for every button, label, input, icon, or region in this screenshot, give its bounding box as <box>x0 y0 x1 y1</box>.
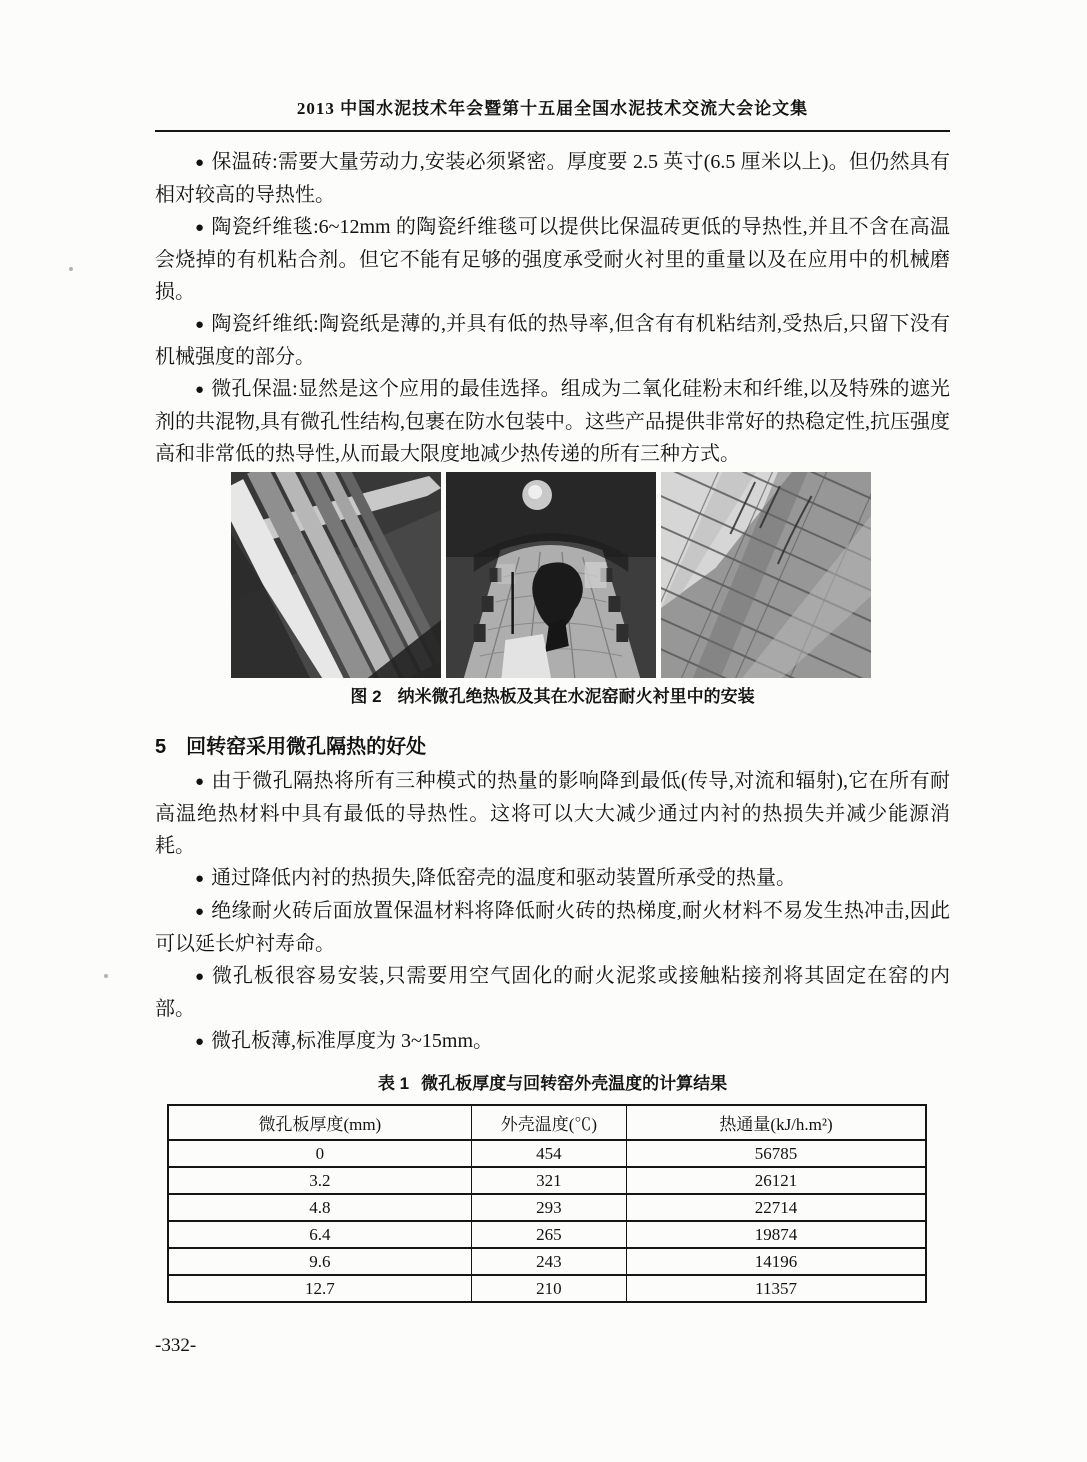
scan-speck <box>104 974 108 978</box>
table-row <box>168 1221 926 1248</box>
bullet-icon: ● <box>195 317 205 333</box>
cell-temperature: 293 <box>471 1194 626 1221</box>
paragraph-text: 微孔板很容易安装,只需要用空气固化的耐火泥浆或接触粘接剂将其固定在窑的内部。 <box>155 965 951 1020</box>
cell-temperature: 321 <box>471 1167 626 1194</box>
cell-thickness: 3.2 <box>168 1167 471 1194</box>
table-row <box>168 1248 926 1275</box>
paragraph-microporous-insulation <box>155 373 950 470</box>
cell-temperature: 243 <box>471 1248 626 1275</box>
paragraph-text: 绝缘耐火砖后面放置保温材料将降低耐火砖的热梯度,耐火材料不易发生热冲击,因此可以延长炉衬寿命。 <box>155 900 950 955</box>
cell-thickness: 12.7 <box>168 1275 471 1302</box>
paragraph-text: 保温砖:需要大量劳动力,安装必须紧密。厚度要 2.5 英寸(6.5 厘米以上)。但仍然具有相对较高的导热性。 <box>155 151 950 206</box>
figure-label: 图 2 <box>350 687 382 706</box>
bullet-icon: ● <box>195 155 205 171</box>
cell-thickness: 9.6 <box>168 1248 471 1275</box>
paragraph-ceramic-fiber-paper <box>155 308 950 373</box>
bullet-icon: ● <box>195 774 205 790</box>
bullet-icon: ● <box>195 871 205 887</box>
kiln-interior-image <box>446 472 656 678</box>
table-1-title <box>155 1072 950 1096</box>
paragraph-thermal-gradient <box>155 895 950 960</box>
page-number: -332- <box>155 1335 197 1356</box>
paragraph-ceramic-fiber-blanket <box>155 211 950 308</box>
paragraph-shell-temperature <box>155 862 950 895</box>
section-title: 回转窑采用微孔隔热的好处 <box>186 736 427 758</box>
results-table <box>167 1104 927 1303</box>
section-5-heading <box>155 733 950 761</box>
paragraph-text: 由于微孔隔热将所有三种模式的热量的影响降到最低(传导,对流和辐射),它在所有耐高温绝热材料中具有最低的导热性。这将可以大大减少通过内衬的热损失并减少能源消耗。 <box>155 770 951 857</box>
header-rule <box>155 130 950 132</box>
cell-heat-flux: 11357 <box>627 1275 926 1302</box>
cell-heat-flux: 19874 <box>627 1221 926 1248</box>
paragraph-text: 陶瓷纤维纸:陶瓷纸是薄的,并具有低的热导率,但含有有机粘结剂,受热后,只留下没有机械强度的部分。 <box>155 313 951 368</box>
cell-temperature: 454 <box>471 1140 626 1167</box>
paragraph-text: 陶瓷纤维毯:6~12mm 的陶瓷纤维毯可以提供比保温砖更低的导热性,并且不含在高温会烧掉的有机粘合剂。但它不能有足够的强度承受耐火衬里的重量以及在应用中的机械磨损。 <box>155 216 950 303</box>
bullet-icon: ● <box>195 382 205 398</box>
microporous-insulation-panels-photo <box>231 472 441 678</box>
bullet-icon: ● <box>195 220 205 236</box>
cell-temperature: 210 <box>471 1275 626 1302</box>
cell-heat-flux: 22714 <box>627 1194 926 1221</box>
cell-thickness: 0 <box>168 1140 471 1167</box>
paragraph-heat-modes <box>155 765 950 862</box>
section-number: 5 <box>155 736 167 758</box>
cell-thickness: 4.8 <box>168 1194 471 1221</box>
cell-heat-flux: 56785 <box>627 1140 926 1167</box>
table-row <box>168 1167 926 1194</box>
figure-2-photos <box>231 472 871 678</box>
table-row <box>168 1275 926 1302</box>
table-label: 表 1 <box>377 1074 410 1093</box>
scan-speck <box>69 267 73 271</box>
table-row <box>168 1194 926 1221</box>
paragraph-text: 通过降低内衬的热损失,降低窑壳的温度和驱动装置所承受的热量。 <box>211 867 797 889</box>
column-header-thickness: 微孔板厚度(mm) <box>168 1105 471 1140</box>
brick-lining-image <box>661 472 871 678</box>
intro-section <box>155 146 950 470</box>
insulation-panels-image <box>231 472 441 678</box>
benefits-section <box>155 765 950 1058</box>
column-header-heat-flux: 热通量(kJ/h.m²) <box>627 1105 926 1140</box>
refractory-brick-lining-photo <box>661 472 871 678</box>
paragraph-text: 微孔板薄,标准厚度为 3~15mm。 <box>211 1030 493 1052</box>
proceedings-header: 2013 中国水泥技术年会暨第十五届全国水泥技术交流大会论文集 <box>296 99 809 118</box>
paragraph-text: 微孔保温:显然是这个应用的最佳选择。组成为二氧化硅粉末和纤维,以及特殊的遮光剂的共混物,具有微孔性结构,包裹在防水包装中。这些产品提供非常好的热稳定性,抗压强度高和非常低的热导性,从而最大限度地减少热传递的所有三种方式。 <box>155 378 950 465</box>
figure-caption-text: 纳米微孔绝热板及其在水泥窑耐火衬里中的安装 <box>397 687 755 706</box>
cell-thickness: 6.4 <box>168 1221 471 1248</box>
table-title-text: 微孔板厚度与回转窑外壳温度的计算结果 <box>421 1074 728 1093</box>
paragraph-thin-board <box>155 1025 950 1058</box>
paragraph-easy-install <box>155 960 950 1025</box>
table-header-row <box>168 1105 926 1140</box>
figure-2-caption <box>155 685 950 709</box>
kiln-interior-lining-installation-photo <box>446 472 656 678</box>
column-header-shell-temperature: 外壳温度(℃) <box>471 1105 626 1140</box>
bullet-icon: ● <box>195 969 206 985</box>
cell-heat-flux: 14196 <box>627 1248 926 1275</box>
bullet-icon: ● <box>195 904 205 920</box>
paragraph-insulating-brick <box>155 146 950 211</box>
bullet-icon: ● <box>195 1034 205 1050</box>
cell-heat-flux: 26121 <box>627 1167 926 1194</box>
cell-temperature: 265 <box>471 1221 626 1248</box>
table-row <box>168 1140 926 1167</box>
